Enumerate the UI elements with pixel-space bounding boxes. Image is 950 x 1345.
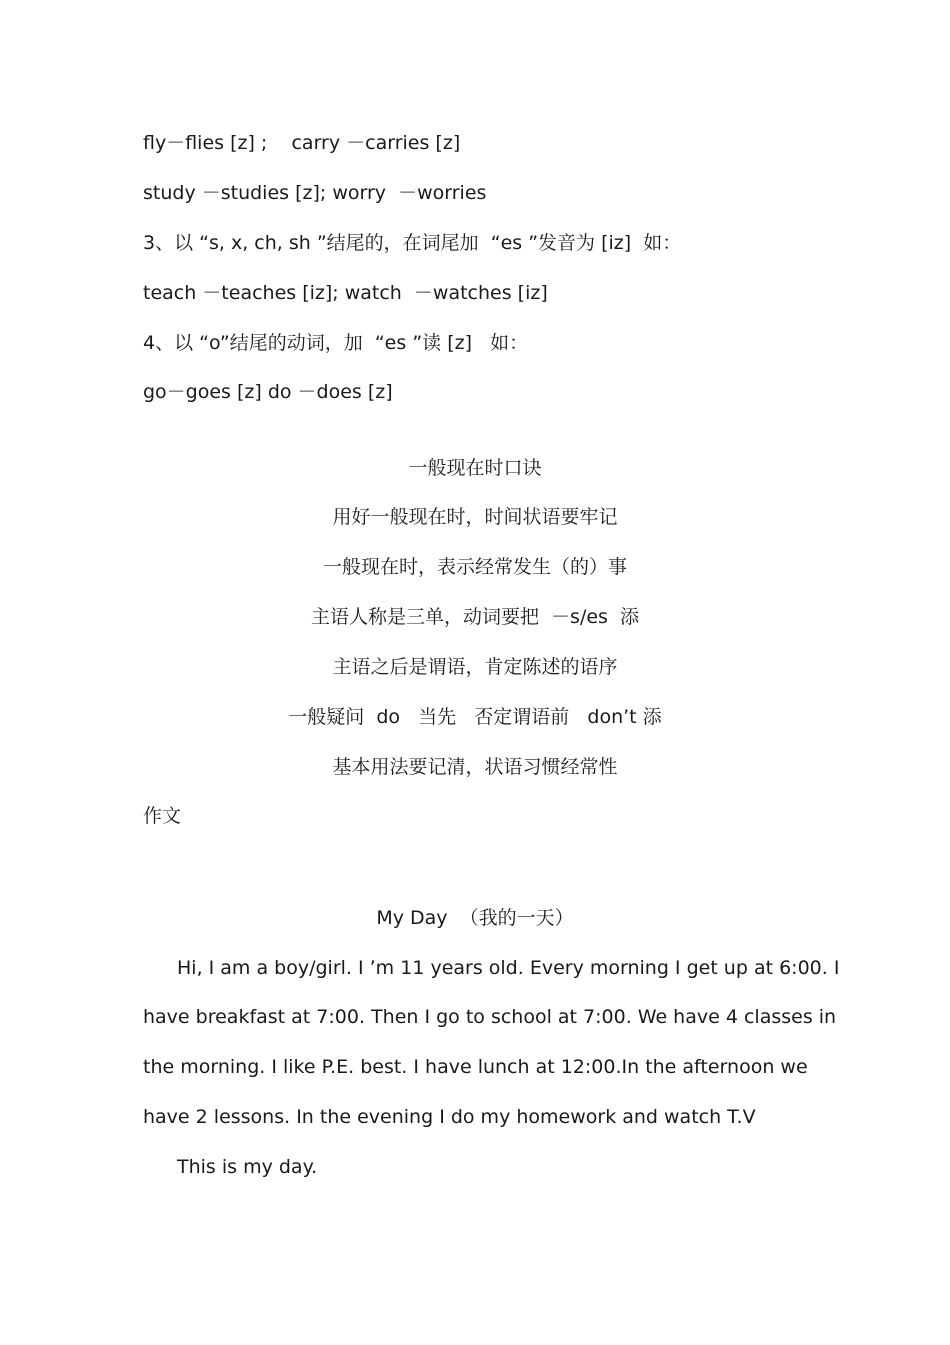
rhyme-line-2: 一般现在时，表示经常发生（的）事	[322, 556, 627, 578]
rhyme-line-4: 主语之后是谓语，肯定陈述的语序	[332, 656, 618, 678]
rule-line-6: go－goes [z] do －does [z]	[143, 381, 393, 403]
rhyme-title: 一般现在时口诀	[408, 457, 542, 479]
essay-closing: This is my day.	[177, 1156, 318, 1178]
rule-line-5: 4、以 “o”结尾的动词，加 “es ”读 [z] 如：	[143, 332, 529, 354]
rhyme-line-5: 一般疑问 do 当先 否定谓语前 don’t 添	[288, 706, 662, 728]
essay-line-4: have 2 lessons. In the evening I do my homework and watch T.V	[143, 1106, 756, 1128]
composition-title: My Day （我的一天）	[376, 907, 574, 929]
rhyme-line-6: 基本用法要记清，状语习惯经常性	[332, 756, 618, 778]
rhyme-line-1: 用好一般现在时，时间状语要牢记	[332, 506, 618, 528]
rhyme-line-3: 主语人称是三单，动词要把 －s/es 添	[310, 606, 640, 628]
essay-line-1: Hi, I am a boy/girl. I ’m 11 years old. Every morning I get up at 6:00. I	[177, 957, 840, 979]
essay-line-3: the morning. I like P.E. best. I have lunch at 12:00.In the afternoon we	[143, 1056, 808, 1078]
composition-label: 作文	[143, 805, 182, 827]
rule-line-1: fly－flies [z] ; carry －carries [z]	[143, 132, 461, 154]
essay-line-2: have breakfast at 7:00. Then I go to school at 7:00. We have 4 classes in	[143, 1006, 837, 1028]
rule-line-3: 3、以 “s, x, ch, sh ”结尾的，在词尾加 “es ”发音为 [iz] 如：	[143, 232, 682, 254]
rule-line-4: teach －teaches [iz]; watch －watches [iz]	[143, 282, 548, 304]
rule-line-2: study －studies [z]; worry －worries	[143, 182, 487, 204]
